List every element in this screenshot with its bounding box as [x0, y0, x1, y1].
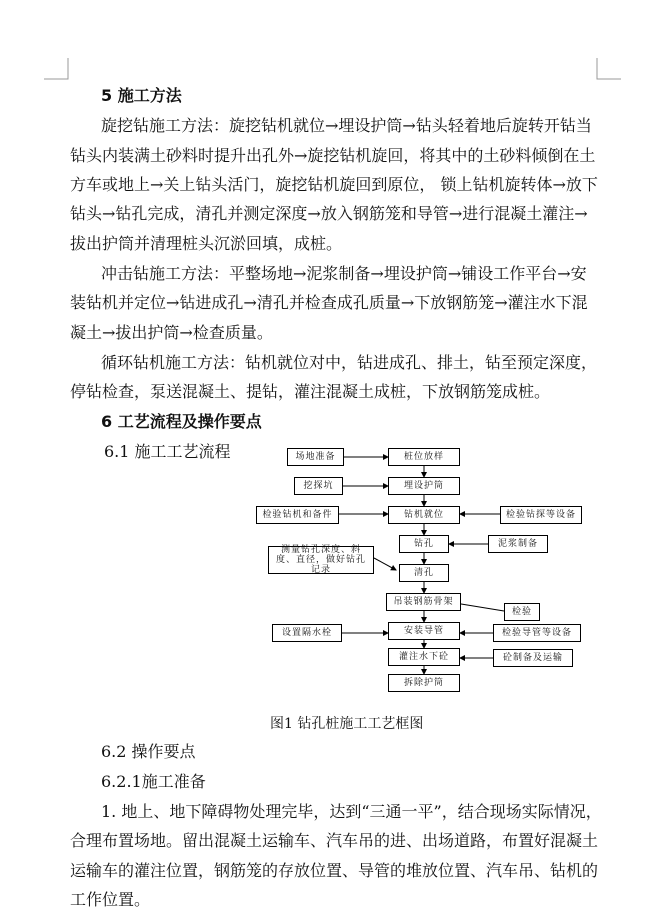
flow-node-pipe-check: 检验导管等设备 — [493, 624, 581, 642]
prep-line-4: 工作位置。 — [70, 890, 151, 909]
rotary-line-4: 钻头→钻孔完成，清孔并测定深度→放入钢筋笼和导管→进行混凝土灌注→ — [70, 204, 588, 223]
flow-node-concrete-supply: 砼制备及运输 — [493, 649, 573, 667]
flow-node-rebar-cage: 吊装钢筋骨架 — [386, 593, 461, 611]
flow-node-measure-hole: 测量钻孔深度、斜度、直径，做好钻孔记录 — [268, 546, 374, 574]
rotary-line-2: 钻头内装满土砂料时提升出孔外→旋挖钻机旋回，将其中的土砂料倾倒在土 — [70, 146, 596, 165]
flow-node-site-prep: 场地准备 — [287, 448, 344, 466]
rotary-line-1: 旋挖钻施工方法：旋挖钻机就位→埋设护筒→钻头轻着地后旋转开钻当 — [101, 116, 592, 135]
subsection-6-2-1: 6.2.1施工准备 — [101, 772, 206, 791]
percussion-line-1: 冲击钻施工方法：平整场地→泥浆制备→埋设护筒→铺设工作平台→安 — [101, 264, 587, 283]
flow-node-casing: 埋设护筒 — [388, 477, 460, 495]
section-6-title: 6 工艺流程及操作要点 — [101, 412, 262, 431]
flow-node-rig-check: 检验钻机和备件 — [256, 506, 339, 524]
section-5-title: 5 施工方法 — [101, 86, 182, 105]
flow-node-water-plug: 设置隔水栓 — [272, 624, 342, 642]
flow-node-clean-hole: 清孔 — [399, 564, 449, 582]
flow-node-pile-layout: 桩位放样 — [388, 448, 460, 466]
subsection-6-2: 6.2 操作要点 — [101, 742, 196, 761]
percussion-line-2: 装钻机并定位→钻进成孔→清孔并检查成孔质量→下放钢筋笼→灌注水下混 — [70, 293, 588, 312]
circulation-line-1: 循环钻机施工方法：钻机就位对中，钻进成孔、排土，钻至预定深度， — [101, 353, 598, 372]
percussion-line-3: 凝土→拔出护筒→检查质量。 — [70, 323, 273, 342]
flow-node-inspection: 检验 — [504, 603, 540, 621]
figure-caption: 图1 钻孔桩施工工艺框图 — [270, 716, 424, 732]
flow-node-rig-position: 钻机就位 — [388, 506, 460, 524]
prep-line-1: 1. 地上、地下障碍物处理完毕，达到“三通一平”，结合现场实际情况， — [101, 802, 602, 821]
rotary-line-3: 方车或地上→关上钻头活门，旋挖钻机旋回到原位， 锁上钻机旋转体→放下 — [70, 175, 598, 194]
circulation-line-2: 停钻检查，泵送混凝土、提钻，灌注混凝土成桩，下放钢筋笼成桩。 — [70, 382, 551, 401]
flow-node-test-pit: 挖探坑 — [294, 477, 343, 495]
flow-node-remove-casing: 拆除护筒 — [388, 674, 460, 692]
flow-node-slurry: 泥浆制备 — [488, 535, 548, 553]
prep-line-3: 运输车的灌注位置，钢筋笼的存放位置、导管的堆放位置、汽车吊、钻机的 — [70, 861, 599, 880]
flow-node-pour-concrete: 灌注水下砼 — [388, 648, 460, 666]
prep-line-2: 合理布置场地。留出混凝土运输车、汽车吊的进、出场道路，布置好混凝土 — [70, 831, 599, 850]
rotary-line-5: 拔出护筒并清理桩头沉淤回填，成桩。 — [70, 234, 343, 253]
subsection-6-1: 6.1 施工工艺流程 — [104, 442, 231, 461]
flow-node-install-pipe: 安装导管 — [388, 622, 460, 640]
flow-node-equipment-check: 检验钻探等设备 — [500, 506, 582, 524]
flow-node-drilling: 钻孔 — [399, 535, 449, 553]
